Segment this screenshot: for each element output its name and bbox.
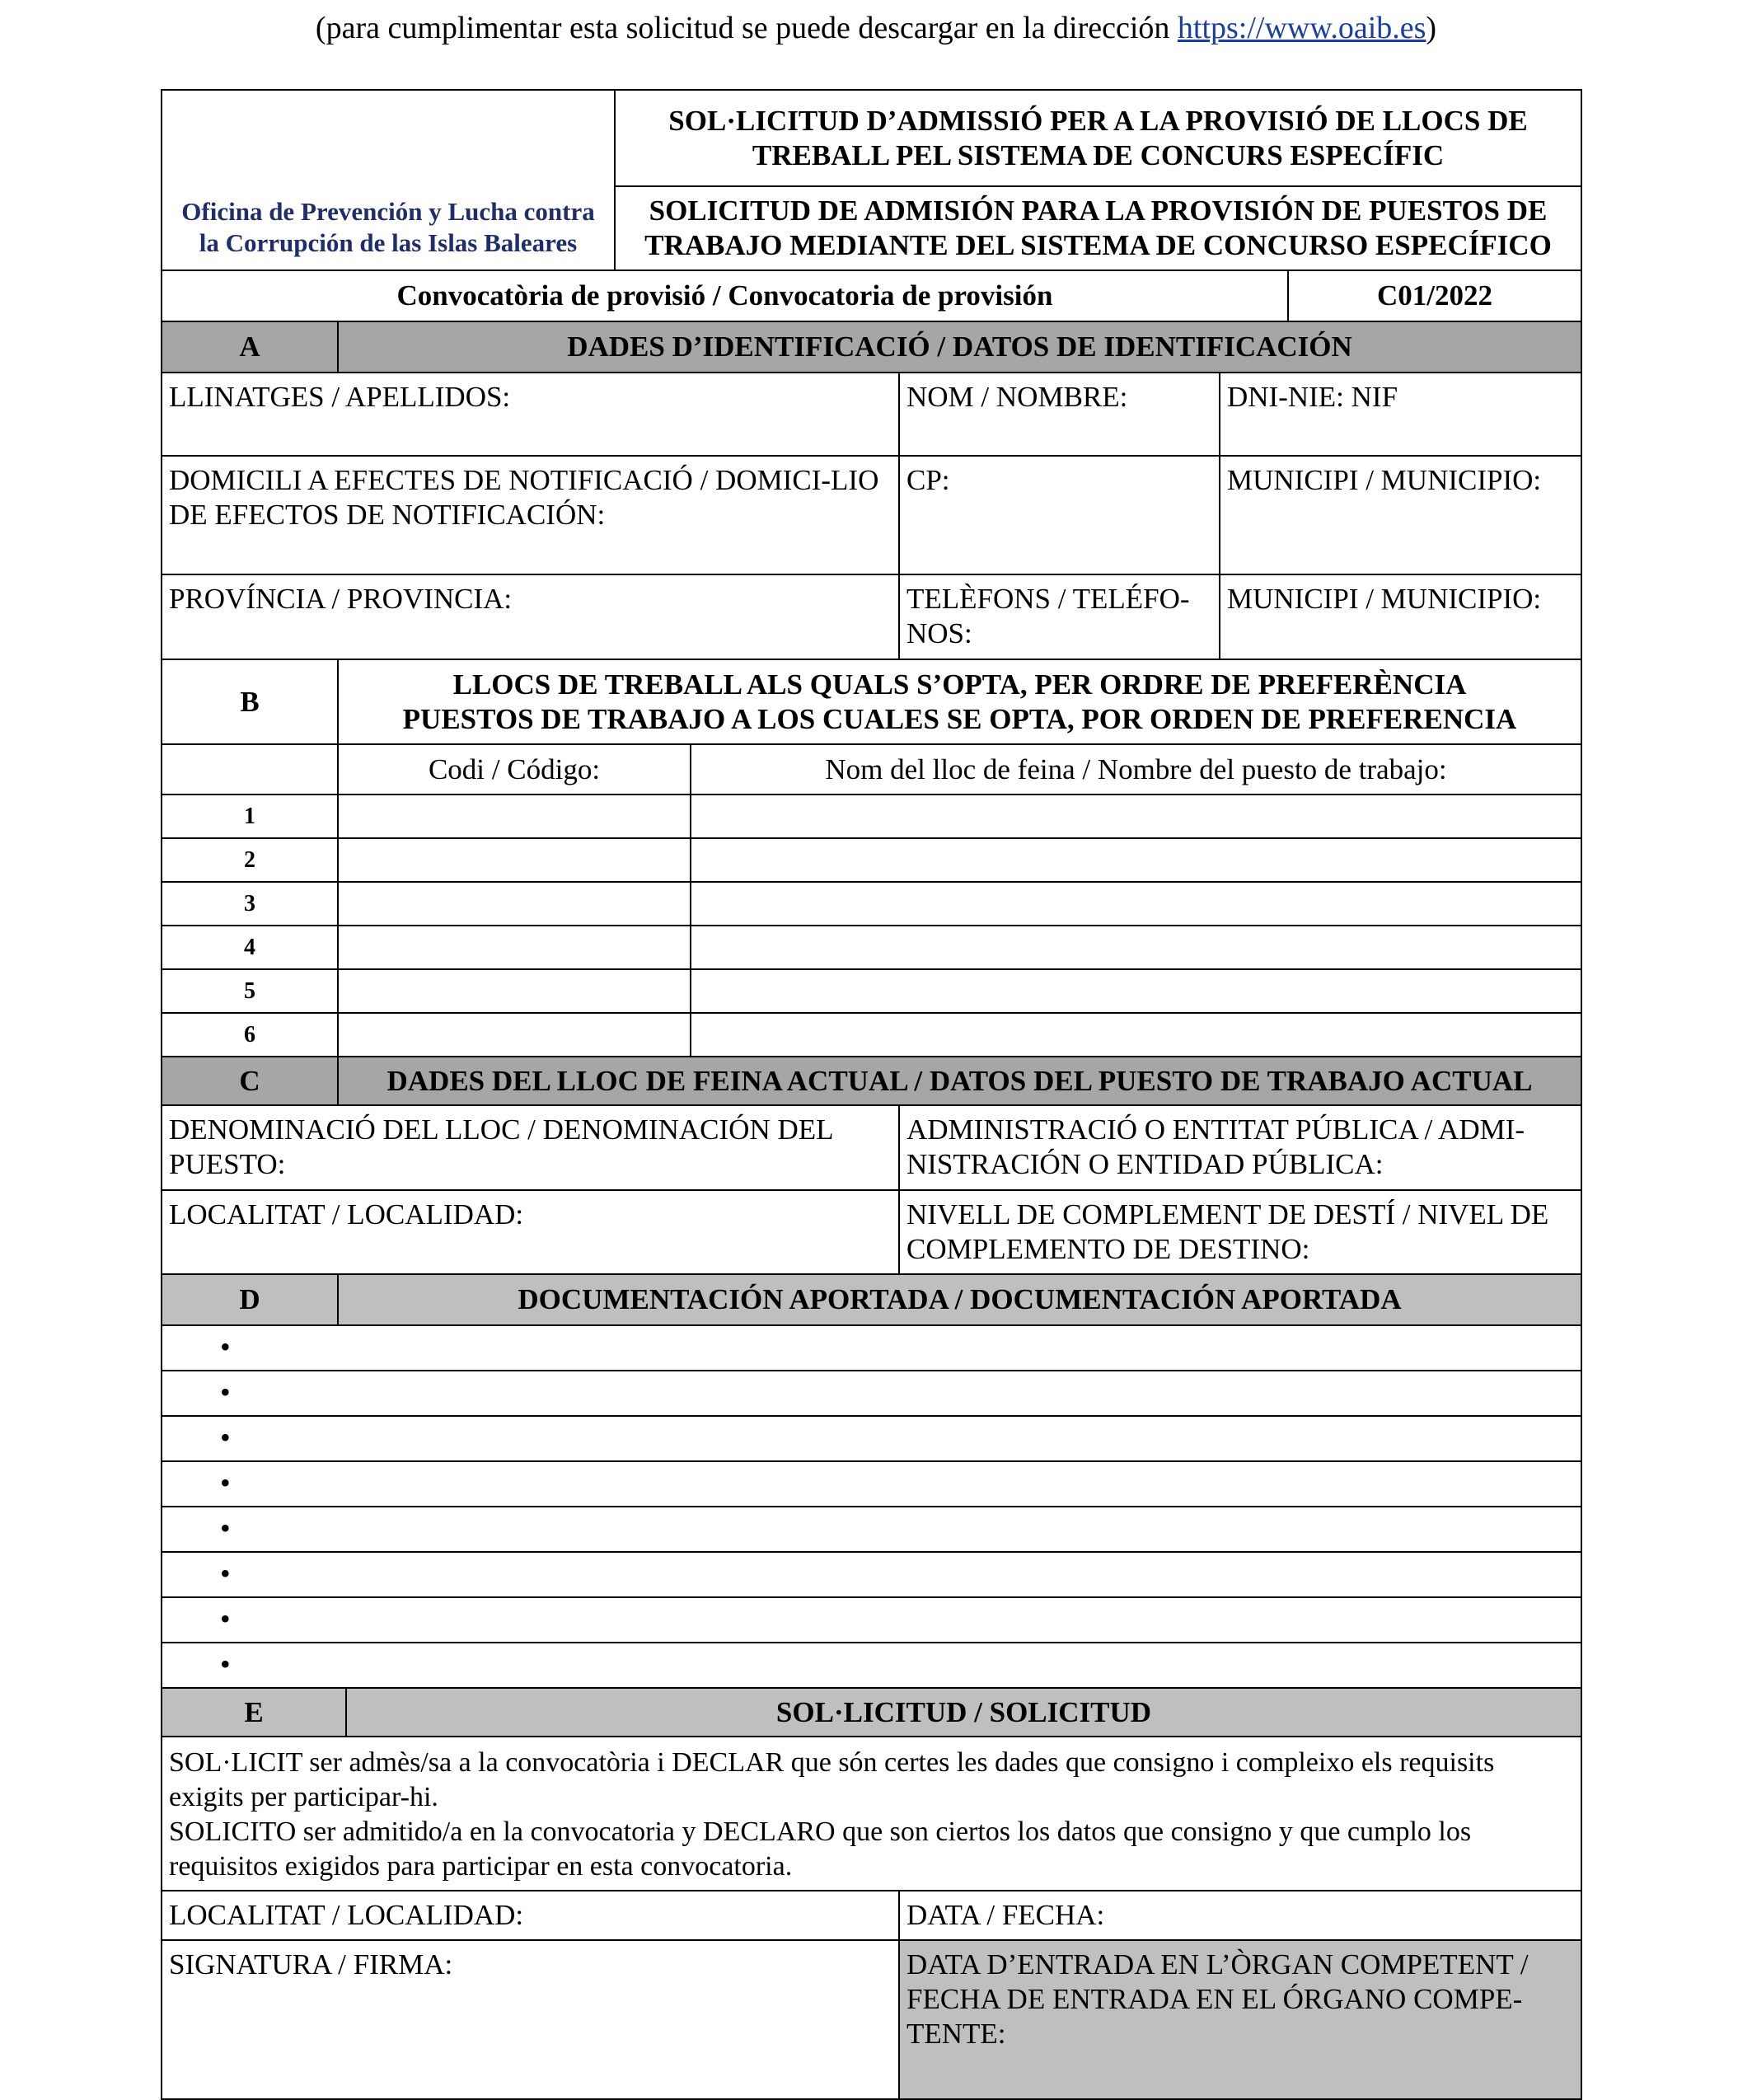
row-number-1: 1 [244, 803, 255, 829]
section-e-title-text: SOL·LICITUD / SOLICITUD [775, 1695, 1152, 1728]
provincia-label: PROVÍNCIA / PROVINCIA: [169, 583, 513, 615]
municipio-label-2: MUNICIPI / MUNICIPIO: [1227, 583, 1542, 615]
section-d-title [337, 1273, 1581, 1324]
codigo-column-label: Codi / Código: [428, 752, 601, 785]
intro-line [0, 7, 1752, 49]
convocatoria-code [1287, 270, 1581, 321]
bullet-icon: • [220, 1330, 231, 1363]
section-c-title [337, 1056, 1581, 1104]
preference-nombre-cell[interactable] [690, 1012, 1581, 1056]
preference-codigo-cell[interactable] [337, 925, 690, 968]
section-b-letter-text: B [240, 685, 260, 718]
preference-row-number [162, 794, 337, 837]
section-b-title-ca: LLOCS DE TREBALL ALS QUALS S’OPTA, PER ORDRE DE PREFERÈNCIA [452, 668, 1467, 701]
localidad-firma-field[interactable] [162, 1890, 898, 1939]
documentation-row[interactable] [162, 1551, 1581, 1596]
section-a-title [337, 321, 1581, 372]
apellidos-field[interactable] [162, 372, 898, 455]
row-number-4: 4 [244, 934, 255, 960]
documentation-row[interactable] [162, 1642, 1581, 1687]
localidad-actual-label: LOCALITAT / LOCALIDAD: [169, 1198, 524, 1230]
documentation-row[interactable] [162, 1460, 1581, 1506]
preference-codigo-cell[interactable] [337, 968, 690, 1012]
preference-nombre-cell[interactable] [690, 925, 1581, 968]
section-b-title [337, 659, 1581, 743]
firma-label: SIGNATURA / FIRMA: [169, 1948, 453, 1980]
provincia-field[interactable] [162, 574, 898, 659]
apellidos-label: LLINATGES / APELLIDOS: [169, 381, 511, 413]
documentation-row[interactable] [162, 1415, 1581, 1460]
intro-close: ) [1426, 11, 1437, 45]
intro-text: (para cumplimentar esta solicitud se puede descargar en la dirección [315, 11, 1178, 45]
section-a-letter [162, 321, 337, 372]
preference-codigo-cell[interactable] [337, 1012, 690, 1056]
bullet-icon: • [220, 1557, 231, 1590]
municipio-field-1[interactable] [1219, 455, 1581, 574]
section-b-title-es: PUESTOS DE TRABAJO A LOS CUALES SE OPTA, POR ORDEN DE PREFERENCIA [402, 702, 1517, 735]
nivel-complemento-field[interactable] [898, 1189, 1581, 1273]
preference-row-number [162, 925, 337, 968]
row-number-3: 3 [244, 890, 255, 916]
preference-row-number [162, 968, 337, 1012]
telefonos-field[interactable] [898, 574, 1219, 659]
convocatoria-label-text: Convocatòria de provisió / Convocatoria de provisión [396, 279, 1053, 312]
telefonos-label: TELÈFONS / TELÉFO-NOS: [906, 583, 1190, 649]
preference-row-number [162, 837, 337, 881]
section-d-letter-text: D [239, 1283, 260, 1315]
bullet-icon: • [220, 1466, 231, 1499]
dni-field[interactable] [1219, 372, 1581, 455]
section-b-index-header [162, 743, 337, 794]
bullet-icon: • [220, 1648, 231, 1680]
header-logo-area [162, 91, 614, 185]
bullet-icon: • [220, 1602, 231, 1635]
section-c-letter [162, 1056, 337, 1104]
row-number-2: 2 [244, 846, 255, 873]
declaration-spanish: SOLICITO ser admitido/a en la convocatoria y DECLARO que son ciertos los datos que consigno y que cumplo los requisitos exigidos para participar en esta convocatoria. [169, 1816, 1472, 1882]
documentation-row[interactable] [162, 1596, 1581, 1642]
nombre-label: NOM / NOMBRE: [906, 381, 1128, 413]
convocatoria-code-text: C01/2022 [1377, 279, 1492, 312]
domicilio-field[interactable] [162, 455, 898, 574]
section-c-title-text: DADES DEL LLOC DE FEINA ACTUAL / DATOS DEL PUESTO DE TRABAJO ACTUAL [386, 1064, 1533, 1097]
fecha-field[interactable] [898, 1890, 1581, 1939]
fecha-entrada-label: DATA D’ENTRADA EN L’ÒRGAN COMPETENT / FECHA DE ENTRADA EN EL ÓRGANO COMPE-TENTE: [906, 1948, 1529, 2050]
preference-row-number [162, 881, 337, 925]
section-b-letter [162, 659, 337, 743]
preference-nombre-cell[interactable] [690, 837, 1581, 881]
preference-codigo-cell[interactable] [337, 837, 690, 881]
oaib-link[interactable]: https://www.oaib.es [1177, 11, 1426, 45]
section-a-title-text: DADES D’IDENTIFICACIÓ / DATOS DE IDENTIFICACIÓN [567, 330, 1352, 363]
preference-nombre-cell[interactable] [690, 968, 1581, 1012]
title-spanish [614, 185, 1581, 270]
org-name [162, 185, 614, 270]
preference-row-number [162, 1012, 337, 1056]
fecha-entrada-field [898, 1939, 1581, 2098]
documentation-row[interactable] [162, 1506, 1581, 1551]
section-e-letter [162, 1687, 345, 1736]
denominacion-label: DENOMINACIÓ DEL LLOC / DENOMINACIÓN DEL PUESTO: [169, 1113, 833, 1180]
declaration-text [162, 1736, 1581, 1890]
section-a-letter-text: A [239, 330, 260, 363]
bullet-icon: • [220, 1376, 231, 1409]
title-catalan [614, 91, 1581, 185]
administracion-field[interactable] [898, 1104, 1581, 1189]
bullet-icon: • [220, 1512, 231, 1545]
nombre-puesto-column-label: Nom del lloc de feina / Nombre del puesto de trabajo: [825, 752, 1447, 785]
row-number-6: 6 [244, 1021, 255, 1048]
org-name-text: Oficina de Prevención y Lucha contra la Corrupción de las Islas Baleares [181, 197, 595, 257]
title-spanish-text: SOLICITUD DE ADMISIÓN PARA LA PROVISIÓN DE PUESTOS DE TRABAJO MEDIANTE DEL SISTEMA DE CONCURSO ESPECÍFICO [644, 195, 1552, 261]
documentation-row[interactable] [162, 1370, 1581, 1415]
nombre-puesto-column-header [690, 743, 1581, 794]
localidad-actual-field[interactable] [162, 1189, 898, 1273]
convocatoria-label [162, 270, 1287, 321]
documentation-row[interactable] [162, 1324, 1581, 1370]
nivel-complemento-label: NIVELL DE COMPLEMENT DE DESTÍ / NIVEL DE COMPLEMENTO DE DESTINO: [906, 1198, 1549, 1265]
section-c-letter-text: C [239, 1064, 260, 1097]
domicilio-label: DOMICILI A EFECTES DE NOTIFICACIÓ / DOMICI-LIO DE EFECTOS DE NOTIFICACIÓN: [169, 464, 879, 531]
section-d-title-text: DOCUMENTACIÓN APORTADA / DOCUMENTACIÓN APORTADA [518, 1283, 1402, 1315]
dni-label: DNI-NIE: NIF [1227, 381, 1398, 413]
denominacion-field[interactable] [162, 1104, 898, 1189]
title-catalan-text: SOL·LICITUD D’ADMISSIÓ PER A LA PROVISIÓ DE LLOCS DE TREBALL PEL SISTEMA DE CONCURS ESPECÍFIC [668, 104, 1528, 171]
row-number-5: 5 [244, 977, 255, 1004]
preference-nombre-cell[interactable] [690, 881, 1581, 925]
bullet-icon: • [220, 1421, 231, 1454]
cp-label: CP: [906, 464, 950, 496]
localidad-firma-label: LOCALITAT / LOCALIDAD: [169, 1899, 524, 1931]
municipio-field-2[interactable] [1219, 574, 1581, 659]
nombre-field[interactable] [898, 372, 1219, 455]
municipio-label-1: MUNICIPI / MUNICIPIO: [1227, 464, 1542, 496]
fecha-label: DATA / FECHA: [906, 1899, 1105, 1931]
section-e-letter-text: E [244, 1695, 264, 1728]
section-d-letter [162, 1273, 337, 1324]
declaration-catalan: SOL·LICIT ser admès/sa a la convocatòria i DECLAR que són certes les dades que consigno i compleixo els requisits exigits per participar-hi. [169, 1747, 1495, 1812]
codigo-column-header [337, 743, 690, 794]
firma-field[interactable] [162, 1939, 898, 2098]
section-e-title [345, 1687, 1581, 1736]
cp-field[interactable] [898, 455, 1219, 574]
preference-codigo-cell[interactable] [337, 794, 690, 837]
preference-codigo-cell[interactable] [337, 881, 690, 925]
administracion-label: ADMINISTRACIÓ O ENTITAT PÚBLICA / ADMI-NISTRACIÓN O ENTIDAD PÚBLICA: [906, 1113, 1525, 1180]
preference-nombre-cell[interactable] [690, 794, 1581, 837]
